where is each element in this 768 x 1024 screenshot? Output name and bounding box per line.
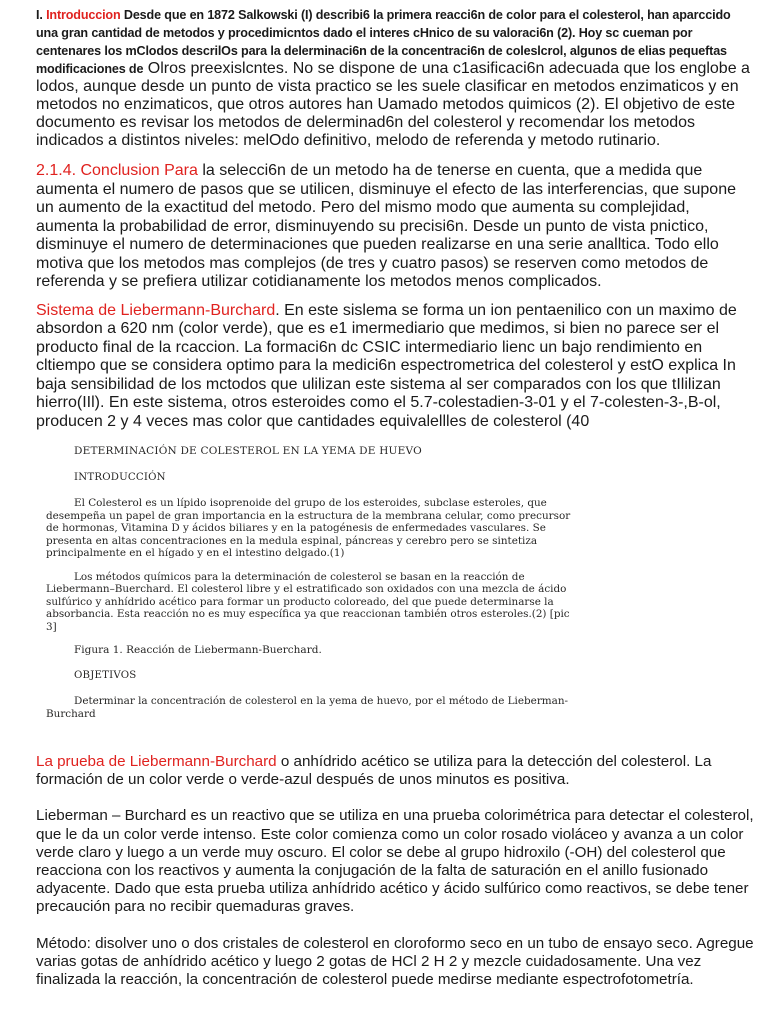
intro-title: Introduccion — [46, 8, 121, 22]
conclusion-title: 1.4. Conclusion Para — [49, 162, 198, 179]
scan-paragraph-2: Los métodos químicos para la determinación de colesterol se basan en la reacción de Liebermann–Buerchard. El colesterol libre y el estratificado son oxidados con una mezcla de ácido sulfúrico y anhídrido acético para formar un producto coloreado, del que puede determinarse la absorbancia. Esta reacción no es muy específica ya que reaccionan también otros esteroles.(2) [pic 3] — [46, 570, 570, 633]
intro-rest-text: Olros preexislcntes. No se dispone de una c1asificaci6n adecuada que los englobe a lodos, aunque desde un punto de vista practico se les suele clasificar en metodos enzimaticos y en metodos no enzimaticos, que otros autores han Uamado metodos quimicos (2). El objetivo de este documento es revisar los metodos de delerminad6n del colesterol y recomendar los metodos indicados a distintos niveles: melOdo definitivo, melodo de referenda y metodo rutinario. — [36, 60, 750, 149]
conclusion-paragraph — [36, 162, 754, 292]
scan-objectives-heading: OBJETIVOS — [74, 669, 137, 681]
sistema-title: Sistema de Liebermann-Burchard — [36, 301, 276, 319]
reactivo-paragraph: Lieberman – Burchard es un reactivo que se utiliza en una prueba colorimétrica para detectar el colesterol, que le da un color verde intenso. Este color comienza como un color rosado violáceo y avanza a un color verde claro y luego a un verde muy oscuro. El color se debe al grupo hidroxilo (-OH) del colesterol que reacciona con los reactivos y aumenta la conjugación de la falta de saturación en el anillo fusionado adyacente. Dado que esta prueba utiliza anhídrido acético y ácido sulfúrico como reactivos, se debe tener precaución para no recibir quemaduras graves. — [36, 807, 754, 916]
prueba-paragraph — [36, 753, 754, 789]
scan-intro-heading: INTRODUCCIÓN — [74, 471, 166, 483]
scan-figure-caption: Figura 1. Reacción de Liebermann-Buerchard. — [74, 644, 322, 656]
intro-paragraph — [36, 6, 754, 150]
conclusion-text: la selecci6n de un metodo ha de tenerse en cuenta, que a medida que aumenta el numero de pasos que se utilicen, disminuye el efecto de las interferencias, que supone un aumento de la exactitud del metodo. Pero del mismo modo que aumenta su complejidad, aumenta la probabilidad de error, disminuyendo su precisi6n. Desde un punto de vista pnictico, disminuye el numero de determinaciones que pueden realizarse en una serie analltica. Todo ello motiva que los metodos mas complejos (de tres y cuatro pasos) se reserven como metodos de referenda y se prefiera utilizar cotidianamente los metodos menos complicados. — [36, 162, 736, 290]
scan-objective-text: Determinar la concentración de colesterol en la yema de huevo, por el método de Lieberman- Burchard — [46, 695, 569, 720]
sistema-paragraph — [36, 302, 754, 432]
sistema-text: . En este sislema se forma un ion pentaenilico con un maximo de absordon a 620 nm (color verde), que es e1 imermediario que medimos, si bien no parece ser el producto final de la rcaccion. La formaci6n dc CSIC intermediario lienc un bajo rendimiento en cltiempo que se considera optimo para la medici6n espectrometrica del colesterol y estO explica In baja sensibilidad de los mctodos que ulilizan este sistema al ser comparados con los que tIlilizan hierro(IIl). En este sistema, otros esteroides como el 5.7-colestadien-3-01 y el 7-colesten-3-,B-ol, producen 2 y 4 veces mas color que cantidades equivalellles de colesterol (40 — [36, 301, 737, 430]
scan-heading: DETERMINACIÓN DE COLESTEROL EN LA YEMA DE HUEVO — [74, 445, 422, 457]
prueba-text: o anhídrido acético se utiliza para la detección del colesterol. La formación de un color verde o verde-azul después de unos minutos es positiva. — [36, 753, 712, 789]
intro-number: I. — [36, 8, 43, 22]
scanned-document-image — [46, 443, 606, 735]
conclusion-prefix: 2. — [36, 162, 50, 179]
metodo-paragraph: Método: disolver uno o dos cristales de colesterol en cloroformo seco en un tubo de ensayo seco. Agregue varias gotas de anhídrido acético y luego 2 gotas de HCl 2 H 2 y mezcle cuidadosamente. Una vez finalizada la reacción, la concentración de colesterol puede medirse mediante espectrofotometría. — [36, 934, 754, 989]
scan-paragraph-1: El Colesterol es un lípido isoprenoide del grupo de los esteroides, subclase esteroles, que desempeña un papel de gran importancia en la estructura de la membrana celular, como precursor de hormonas, Vitamina D y ácidos biliares y en la patogénesis de enfermedades vasculares. Se presenta en altas concentraciones en la medula espinal, páncreas y cerebro pero se sintetiza principalmente en el hígado y en el intestino delgado.(1) — [46, 497, 571, 559]
intro-lead-text: Desde que en 1872 Salkowski (I) describi6 la primera reacci6n de color para el colesterol, han aparccido una gran cantidad de metodos y procedimicntos dado el interes cHnico de su valoraci6n (2). Hoy sc cueman por centenares los mClodos descrilOs para la delerminaci6n de la concentraci6n de coleslcrol, algunos de elias pequeftas modificaciones de — [36, 8, 731, 76]
prueba-title: La prueba de Liebermann-Burchard — [36, 753, 277, 770]
